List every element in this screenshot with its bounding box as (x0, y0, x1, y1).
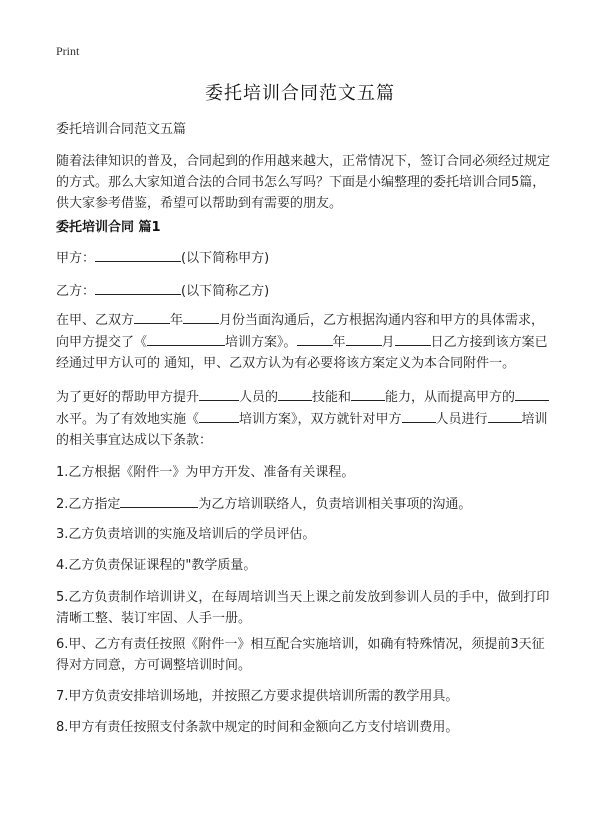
text-fragment: 月份当面沟通后，乙方根据沟通内容和甲方的具体需求，向甲方提交了《 (56, 313, 545, 350)
text-fragment: 日乙方接到该方案已经通过甲方认可的 通知，甲、乙双方认为有必要将该方案定义为本合同附件一。 (56, 335, 548, 371)
blank-line (147, 331, 225, 346)
text-fragment: 月 (381, 335, 395, 350)
text-fragment: 水平。为了有效地实施《 (56, 412, 200, 427)
clause-2 (56, 493, 556, 515)
paragraph-purpose (56, 386, 556, 451)
party-b-label: 乙方： (56, 284, 96, 299)
text-fragment: 技能和 (312, 390, 352, 405)
blank-line (402, 408, 436, 423)
text-fragment: 培训方案》。 (225, 335, 297, 350)
text-fragment: 培训方案》，双方就针对甲方 (239, 412, 402, 427)
blank-line (346, 331, 382, 346)
party-a-label: 甲方： (56, 251, 96, 266)
text-fragment: 培训的相关事宜达成以下条款： (56, 412, 548, 448)
clause-3: 3.乙方负责培训的实施及培训后的学员评估。 (56, 527, 316, 542)
text-fragment: 为了更好的帮助甲方提升 (56, 390, 200, 405)
blank-line (199, 386, 239, 401)
blank-line (488, 408, 522, 423)
blank-line (95, 247, 181, 262)
text-fragment: 在甲、乙双方 (56, 313, 135, 328)
clause-4: 4.乙方负责保证课程的"教学质量。 (56, 558, 257, 573)
print-label[interactable]: Print (56, 44, 80, 58)
blank-line (134, 309, 170, 324)
party-a-suffix: (以下简称甲方) (181, 251, 270, 266)
document-title: 委托培训合同范文五篇 (205, 83, 395, 104)
text-fragment: 年 (170, 313, 184, 328)
clause-1: 1.乙方根据《附件一》为甲方开发、准备有关课程。 (56, 465, 355, 480)
blank-line (351, 386, 385, 401)
blank-line (395, 331, 431, 346)
blank-line (183, 309, 219, 324)
paragraph-communication (56, 309, 556, 374)
clause-6: 6.甲、乙方有责任按照《附件一》相互配合实施培训，如确有特殊情况，须提前3天征得对方同意，方可调整培训时间。 (56, 637, 545, 673)
blank-line (199, 408, 239, 423)
text-fragment: 为乙方培训联络人，负责培训相关事项的沟通。 (198, 497, 472, 512)
text-fragment: 能力，从而提高甲方的 (385, 390, 516, 405)
blank-line (278, 386, 312, 401)
clause-7: 7.甲方负责安排培训场地，并按照乙方要求提供培训所需的教学用具。 (56, 689, 459, 704)
text-fragment: 人员进行 (435, 412, 488, 427)
section-heading: 委托培训合同 篇1 (56, 220, 161, 235)
text-fragment: 年 (332, 335, 346, 350)
clause-5: 5.乙方负责制作培训讲义，在每周培训当天上课之前发放到参训人员的手中，做到打印清晰工整、装订牢固、人手一册。 (56, 590, 550, 626)
blank-line (120, 493, 198, 508)
blank-line (515, 386, 549, 401)
text-fragment: 人员的 (239, 390, 279, 405)
blank-line (95, 280, 181, 295)
party-b-suffix: (以下简称乙方) (181, 284, 270, 299)
blank-line (297, 331, 333, 346)
intro-paragraph: 随着法律知识的普及，合同起到的作用越来越大，正常情况下，签订合同必须经过规定的方式。那么大家知道合法的合同书怎么写吗？下面是小编整理的委托培训合同5篇，供大家参考借鉴，希望可以帮助到有需要的朋友。 (56, 154, 551, 211)
party-a-line (56, 247, 556, 269)
text-fragment: 2.乙方指定 (56, 497, 121, 512)
document-subtitle: 委托培训合同范文五篇 (56, 122, 187, 137)
party-b-line (56, 280, 556, 302)
clause-8: 8.甲方有责任按照支付条款中规定的时间和金额向乙方支付培训费用。 (56, 720, 459, 735)
